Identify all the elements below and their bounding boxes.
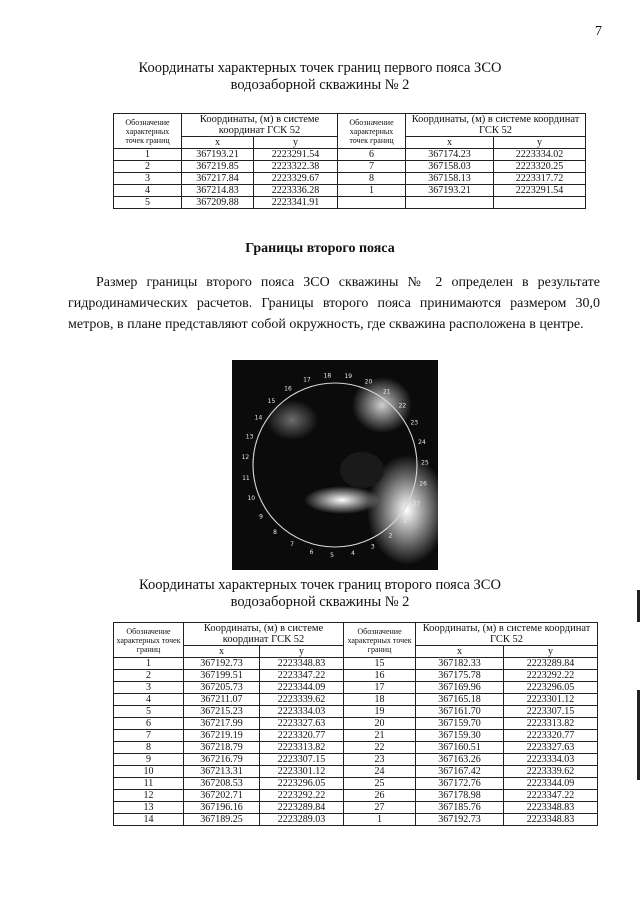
table-cell: 367159.70 bbox=[416, 718, 504, 730]
table1-caption bbox=[0, 60, 640, 94]
table-cell: 22 bbox=[344, 742, 416, 754]
table-cell: 367189.25 bbox=[184, 814, 260, 826]
table-row bbox=[114, 161, 586, 173]
table2-header-point-2: Обозначение характерных точек границ bbox=[344, 623, 416, 658]
table-cell: 2223289.84 bbox=[260, 802, 344, 814]
table1-header-y-2: у bbox=[494, 137, 586, 149]
table-row bbox=[114, 682, 598, 694]
point-label: 24 bbox=[418, 438, 426, 446]
table2-caption bbox=[0, 577, 640, 611]
point-label: 26 bbox=[419, 480, 427, 488]
table-row bbox=[114, 706, 598, 718]
point-label: 9 bbox=[259, 513, 264, 521]
table-cell: 24 bbox=[344, 766, 416, 778]
point-label: 25 bbox=[421, 459, 429, 467]
table-cell: 6 bbox=[114, 718, 184, 730]
table-cell: 4 bbox=[114, 185, 182, 197]
table-cell: 367199.51 bbox=[184, 670, 260, 682]
table-cell: 2223296.05 bbox=[260, 778, 344, 790]
point-label: 11 bbox=[242, 474, 250, 482]
table-cell: 367202.71 bbox=[184, 790, 260, 802]
table-cell: 367158.03 bbox=[406, 161, 494, 173]
point-label: 16 bbox=[284, 385, 292, 393]
table-cell: 1 bbox=[114, 658, 184, 670]
table-cell: 367193.21 bbox=[182, 149, 254, 161]
table-cell: 367161.70 bbox=[416, 706, 504, 718]
point-label: 2 bbox=[388, 532, 393, 540]
table-cell: 6 bbox=[338, 149, 406, 161]
satellite-map-image bbox=[232, 360, 438, 570]
table-cell: 2223320.25 bbox=[494, 161, 586, 173]
table-cell: 2223336.28 bbox=[254, 185, 338, 197]
table2-header-point: Обозначение характерных точек границ bbox=[114, 623, 184, 658]
table-cell: 2223339.62 bbox=[504, 766, 598, 778]
bright-area bbox=[304, 486, 380, 514]
table-cell: 367160.51 bbox=[416, 742, 504, 754]
table-cell: 12 bbox=[114, 790, 184, 802]
table-row bbox=[114, 814, 598, 826]
table-cell: 367182.33 bbox=[416, 658, 504, 670]
table2-header-y: у bbox=[260, 646, 344, 658]
table-cell: 2223307.15 bbox=[260, 754, 344, 766]
table-cell: 2223348.83 bbox=[504, 802, 598, 814]
table-cell: 367209.88 bbox=[182, 197, 254, 209]
table-cell: 2223348.83 bbox=[260, 658, 344, 670]
table-cell: 13 bbox=[114, 802, 184, 814]
table1-header-coords-2: Координаты, (м) в системе координат ГСК 52 bbox=[406, 114, 586, 137]
table-cell: 17 bbox=[344, 682, 416, 694]
point-label: 15 bbox=[267, 398, 276, 406]
table-cell: 1 bbox=[114, 149, 182, 161]
table-cell: 9 bbox=[114, 754, 184, 766]
table-cell: 25 bbox=[344, 778, 416, 790]
table-row bbox=[114, 149, 586, 161]
table-cell: 2223313.82 bbox=[260, 742, 344, 754]
table2-caption-line1: Координаты характерных точек границ второго пояса ЗСО bbox=[139, 577, 501, 593]
table-cell: 2 bbox=[114, 161, 182, 173]
table-cell: 2223334.02 bbox=[494, 149, 586, 161]
point-label: 7 bbox=[290, 541, 295, 549]
table-cell: 2223322.38 bbox=[254, 161, 338, 173]
point-label: 8 bbox=[273, 529, 277, 537]
point-label: 4 bbox=[351, 550, 355, 558]
table-cell: 367213.31 bbox=[184, 766, 260, 778]
point-label: 12 bbox=[241, 453, 250, 461]
table-cell: 2223291.54 bbox=[494, 185, 586, 197]
table-cell: 5 bbox=[114, 197, 182, 209]
table-cell: 2 bbox=[114, 670, 184, 682]
table-cell: 2223289.84 bbox=[504, 658, 598, 670]
table-cell: 15 bbox=[344, 658, 416, 670]
point-label: 5 bbox=[330, 552, 335, 559]
table2-body bbox=[114, 658, 598, 826]
table-cell: 367169.96 bbox=[416, 682, 504, 694]
table-cell: 8 bbox=[114, 742, 184, 754]
table-cell: 14 bbox=[114, 814, 184, 826]
table-cell: 2223341.91 bbox=[254, 197, 338, 209]
table1-caption-line1: Координаты характерных точек границ первого пояса ЗСО bbox=[138, 60, 502, 76]
table-cell: 2223327.63 bbox=[260, 718, 344, 730]
table-row bbox=[114, 778, 598, 790]
table-row bbox=[114, 754, 598, 766]
table-cell: 367174.23 bbox=[406, 149, 494, 161]
point-label: 17 bbox=[303, 376, 311, 384]
table-cell: 367192.73 bbox=[184, 658, 260, 670]
table-row bbox=[114, 802, 598, 814]
table-cell: 3 bbox=[114, 173, 182, 185]
table-cell: 367192.73 bbox=[416, 814, 504, 826]
table-row bbox=[114, 718, 598, 730]
point-label: 20 bbox=[364, 378, 373, 386]
table-cell: 1 bbox=[338, 185, 406, 197]
table-cell: 2223339.62 bbox=[260, 694, 344, 706]
table1-header-x-2: х bbox=[406, 137, 494, 149]
table-row bbox=[114, 185, 586, 197]
body-paragraph: Размер границы второго пояса ЗСО скважины № 2 определен в результате гидродинамических расчетов. Границы второго пояса принимаются размером 30,0 метров, в плане представляют собой окружность, где скважина расположена в центре. bbox=[68, 275, 600, 332]
table-cell: 2223317.72 bbox=[494, 173, 586, 185]
point-label: 3 bbox=[370, 543, 375, 551]
table1-header-point-2: Обозначение характерных точек границ bbox=[338, 114, 406, 149]
table-cell: 367215.23 bbox=[184, 706, 260, 718]
table-cell: 367205.73 bbox=[184, 682, 260, 694]
table-cell: 7 bbox=[338, 161, 406, 173]
table-cell: 367216.79 bbox=[184, 754, 260, 766]
table-cell: 2223291.54 bbox=[254, 149, 338, 161]
table-cell: 367208.53 bbox=[184, 778, 260, 790]
section-title: Границы второго пояса bbox=[245, 241, 395, 256]
table-cell: 367185.76 bbox=[416, 802, 504, 814]
table-row bbox=[114, 658, 598, 670]
point-label: 23 bbox=[410, 419, 419, 427]
table-cell: 2223307.15 bbox=[504, 706, 598, 718]
table-cell: 367163.26 bbox=[416, 754, 504, 766]
table-cell: 2223347.22 bbox=[260, 670, 344, 682]
zone-circle-map bbox=[232, 360, 438, 570]
table-cell: 16 bbox=[344, 670, 416, 682]
table-cell: 2223329.67 bbox=[254, 173, 338, 185]
table1-caption-line2: водозаборной скважины № 2 bbox=[230, 77, 410, 93]
table-cell: 367219.85 bbox=[182, 161, 254, 173]
table1-header-x: х bbox=[182, 137, 254, 149]
table2-header-y-2: у bbox=[504, 646, 598, 658]
table-cell: 2223289.03 bbox=[260, 814, 344, 826]
table1-header-coords: Координаты, (м) в системе координат ГСК 52 bbox=[182, 114, 338, 137]
gray-area bbox=[266, 400, 318, 440]
point-label: 14 bbox=[254, 414, 263, 422]
table-cell: 2223313.82 bbox=[504, 718, 598, 730]
table-row bbox=[114, 197, 586, 209]
table-row bbox=[114, 790, 598, 802]
table-cell: 367167.42 bbox=[416, 766, 504, 778]
table-cell: 10 bbox=[114, 766, 184, 778]
point-label: 18 bbox=[323, 372, 332, 380]
point-label: 19 bbox=[344, 373, 353, 380]
table-cell: 2223334.03 bbox=[504, 754, 598, 766]
table1-header-y: у bbox=[254, 137, 338, 149]
table-cell: 2223344.09 bbox=[260, 682, 344, 694]
point-label: 10 bbox=[247, 495, 256, 502]
zone1-coordinates-table bbox=[113, 113, 586, 209]
table2-caption-line2: водозаборной скважины № 2 bbox=[230, 594, 410, 610]
point-label: 21 bbox=[382, 388, 391, 396]
table-cell bbox=[406, 197, 494, 209]
table-cell: 2223347.22 bbox=[504, 790, 598, 802]
table-cell: 20 bbox=[344, 718, 416, 730]
table-cell: 2223327.63 bbox=[504, 742, 598, 754]
table-cell: 3 bbox=[114, 682, 184, 694]
table2-header-x-2: х bbox=[416, 646, 504, 658]
table-cell: 367217.99 bbox=[184, 718, 260, 730]
table2-header-coords: Координаты, (м) в системе координат ГСК 52 bbox=[184, 623, 344, 646]
table-cell bbox=[494, 197, 586, 209]
table-cell: 367218.79 bbox=[184, 742, 260, 754]
table-cell: 2223320.77 bbox=[504, 730, 598, 742]
table-cell bbox=[338, 197, 406, 209]
table-cell: 2223301.12 bbox=[260, 766, 344, 778]
table-row bbox=[114, 670, 598, 682]
table-cell: 26 bbox=[344, 790, 416, 802]
table-cell: 27 bbox=[344, 802, 416, 814]
table-cell: 7 bbox=[114, 730, 184, 742]
table-cell: 1 bbox=[344, 814, 416, 826]
table-cell: 8 bbox=[338, 173, 406, 185]
table-row bbox=[114, 766, 598, 778]
table-cell: 367214.83 bbox=[182, 185, 254, 197]
table-row bbox=[114, 730, 598, 742]
table-cell: 367211.07 bbox=[184, 694, 260, 706]
table-cell: 19 bbox=[344, 706, 416, 718]
point-label: 22 bbox=[398, 402, 407, 410]
table-cell: 367172.76 bbox=[416, 778, 504, 790]
table2-header-coords-2: Координаты, (м) в системе координат ГСК 52 bbox=[416, 623, 598, 646]
point-label: 27 bbox=[412, 500, 421, 508]
table-cell: 367175.78 bbox=[416, 670, 504, 682]
table2-header-x: х bbox=[184, 646, 260, 658]
table-cell: 367158.13 bbox=[406, 173, 494, 185]
table-cell: 23 bbox=[344, 754, 416, 766]
table-row bbox=[114, 694, 598, 706]
table-cell: 21 bbox=[344, 730, 416, 742]
table-cell: 2223344.09 bbox=[504, 778, 598, 790]
table-cell: 367196.16 bbox=[184, 802, 260, 814]
table-cell: 5 bbox=[114, 706, 184, 718]
point-label: 13 bbox=[245, 433, 254, 441]
table-cell: 4 bbox=[114, 694, 184, 706]
table-cell: 367217.84 bbox=[182, 173, 254, 185]
table-cell: 2223292.22 bbox=[504, 670, 598, 682]
table-cell: 2223348.83 bbox=[504, 814, 598, 826]
table-cell: 2223334.03 bbox=[260, 706, 344, 718]
table-cell: 367159.30 bbox=[416, 730, 504, 742]
zone2-coordinates-table bbox=[113, 622, 598, 826]
table-cell: 367219.19 bbox=[184, 730, 260, 742]
table-cell: 367193.21 bbox=[406, 185, 494, 197]
table-cell: 367165.18 bbox=[416, 694, 504, 706]
table-row bbox=[114, 173, 586, 185]
table-cell: 2223296.05 bbox=[504, 682, 598, 694]
point-label: 1 bbox=[403, 518, 408, 525]
table-cell: 18 bbox=[344, 694, 416, 706]
table-cell: 11 bbox=[114, 778, 184, 790]
table1-header-point: Обозначение характерных точек границ bbox=[114, 114, 182, 149]
table-cell: 367178.98 bbox=[416, 790, 504, 802]
dark-area bbox=[340, 452, 384, 488]
point-label: 6 bbox=[309, 548, 314, 556]
table-row bbox=[114, 742, 598, 754]
table-cell: 2223301.12 bbox=[504, 694, 598, 706]
table-cell: 2223320.77 bbox=[260, 730, 344, 742]
table-cell: 2223292.22 bbox=[260, 790, 344, 802]
page-number: 7 bbox=[595, 24, 602, 39]
